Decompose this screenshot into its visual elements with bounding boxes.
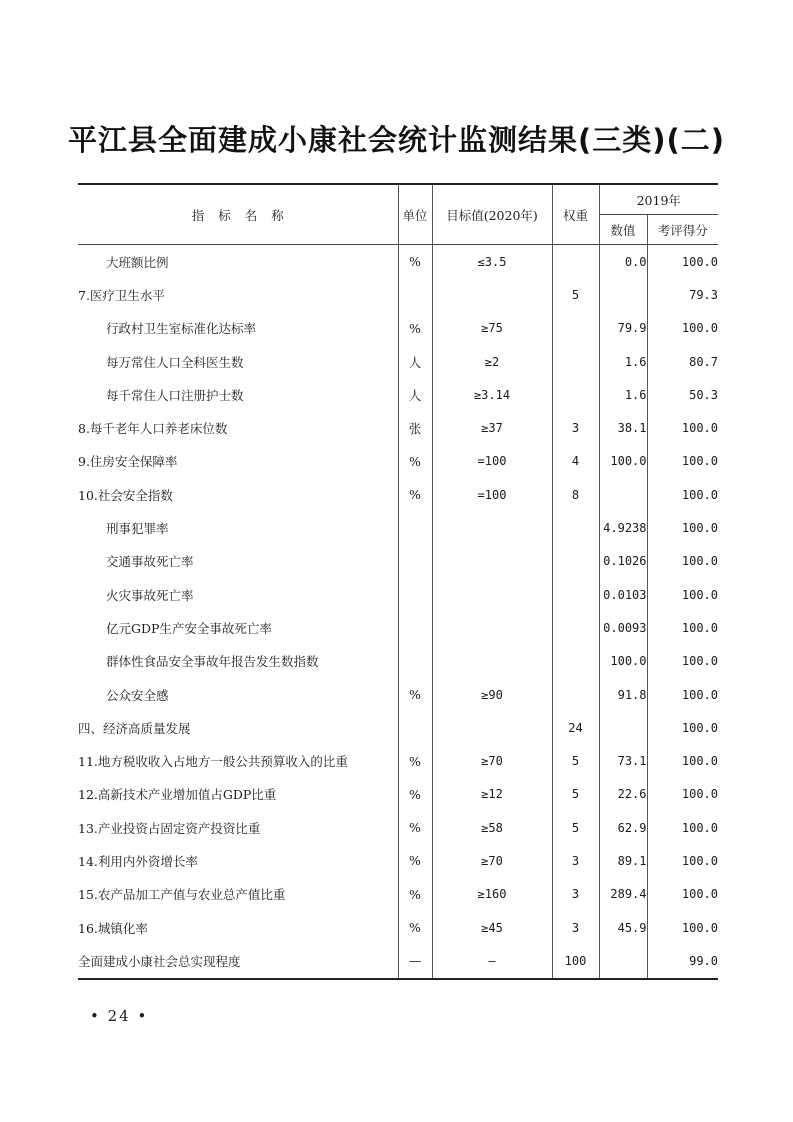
- value-cell: 289.4: [599, 878, 647, 911]
- value-cell: 38.1: [599, 411, 647, 444]
- table-row: [78, 378, 718, 411]
- value-cell: 0.0: [599, 245, 647, 279]
- header-year: 2019年: [599, 184, 718, 215]
- unit-cell: [398, 545, 432, 578]
- value-cell: 0.1026: [599, 545, 647, 578]
- header-weight: 权重: [552, 184, 599, 245]
- weight-cell: 100: [552, 944, 599, 978]
- value-cell: 45.9: [599, 911, 647, 944]
- header-indicator-name: 指标名称: [78, 184, 398, 245]
- score-cell: 100.0: [647, 478, 718, 511]
- header-target: 目标值(2020年): [432, 184, 552, 245]
- target-cell: ≥58: [432, 811, 552, 844]
- score-cell: 100.0: [647, 778, 718, 811]
- table-row: [78, 744, 718, 777]
- target-cell: [432, 645, 552, 678]
- indicator-name-cell: 公众安全感: [106, 687, 169, 703]
- table-header: [78, 184, 718, 245]
- unit-cell: %: [398, 445, 432, 478]
- value-cell: 1.6: [599, 345, 647, 378]
- unit-cell: [398, 511, 432, 544]
- indicator-name-cell: 亿元GDP生产安全事故死亡率: [106, 620, 272, 636]
- target-cell: ≥3.14: [432, 378, 552, 411]
- table-row: [78, 678, 718, 711]
- indicator-name-cell: 每万常住人口全科医生数: [106, 354, 244, 370]
- statistics-table: [78, 183, 718, 980]
- target-cell: ≥160: [432, 878, 552, 911]
- header-score: 考评得分: [647, 215, 718, 245]
- weight-cell: [552, 245, 599, 279]
- score-cell: 100.0: [647, 411, 718, 444]
- indicator-name-cell: 火灾事故死亡率: [106, 587, 194, 603]
- score-cell: 100.0: [647, 445, 718, 478]
- target-cell: —: [432, 944, 552, 978]
- table-row: [78, 478, 718, 511]
- value-cell: 100.0: [599, 645, 647, 678]
- target-cell: ≥45: [432, 911, 552, 944]
- value-cell: 22.6: [599, 778, 647, 811]
- unit-cell: —: [398, 944, 432, 978]
- score-cell: 100.0: [647, 245, 718, 279]
- indicator-name-cell: 大班额比例: [106, 254, 169, 270]
- header-unit: 单位: [398, 184, 432, 245]
- header-value: 数值: [599, 215, 647, 245]
- target-cell: [432, 578, 552, 611]
- value-cell: 91.8: [599, 678, 647, 711]
- unit-cell: [398, 611, 432, 644]
- unit-cell: %: [398, 878, 432, 911]
- weight-cell: 3: [552, 911, 599, 944]
- score-cell: 100.0: [647, 844, 718, 877]
- score-cell: 100.0: [647, 911, 718, 944]
- score-cell: 100.0: [647, 878, 718, 911]
- score-cell: 100.0: [647, 744, 718, 777]
- score-cell: 100.0: [647, 711, 718, 744]
- weight-cell: 4: [552, 445, 599, 478]
- weight-cell: [552, 678, 599, 711]
- weight-cell: [552, 345, 599, 378]
- value-cell: 0.0093: [599, 611, 647, 644]
- weight-cell: 5: [552, 778, 599, 811]
- indicator-name-cell: 群体性食品安全事故年报告发生数指数: [106, 654, 319, 670]
- target-cell: [432, 611, 552, 644]
- indicator-name-cell: 14.利用内外资增长率: [78, 853, 198, 869]
- target-cell: [432, 278, 552, 311]
- target-cell: =100: [432, 478, 552, 511]
- indicator-name-cell: 12.高新技术产业增加值占GDP比重: [78, 787, 277, 803]
- table-row: [78, 445, 718, 478]
- target-cell: ≥2: [432, 345, 552, 378]
- target-cell: [432, 545, 552, 578]
- target-cell: ≥70: [432, 844, 552, 877]
- score-cell: 100.0: [647, 645, 718, 678]
- unit-cell: %: [398, 778, 432, 811]
- indicator-name-cell: 8.每千老年人口养老床位数: [78, 421, 228, 437]
- weight-cell: 8: [552, 478, 599, 511]
- unit-cell: [398, 711, 432, 744]
- table-row: [78, 245, 718, 279]
- weight-cell: 24: [552, 711, 599, 744]
- score-cell: 99.0: [647, 944, 718, 978]
- value-cell: 4.9238: [599, 511, 647, 544]
- indicator-name-cell: 7.医疗卫生水平: [78, 287, 165, 303]
- unit-cell: %: [398, 811, 432, 844]
- table-row: [78, 645, 718, 678]
- target-cell: ≥37: [432, 411, 552, 444]
- score-cell: 100.0: [647, 511, 718, 544]
- unit-cell: [398, 278, 432, 311]
- unit-cell: %: [398, 478, 432, 511]
- table-row: [78, 312, 718, 345]
- indicator-name-cell: 9.住房安全保障率: [78, 454, 178, 470]
- page-title: 平江县全面建成小康社会统计监测结果(三类)(二): [67, 123, 726, 157]
- target-cell: ≥75: [432, 312, 552, 345]
- unit-cell: %: [398, 844, 432, 877]
- weight-cell: 3: [552, 844, 599, 877]
- weight-cell: [552, 545, 599, 578]
- table-body: [78, 245, 718, 979]
- indicator-name-cell: 四、经济高质量发展: [78, 720, 191, 736]
- value-cell: 100.0: [599, 445, 647, 478]
- indicator-name-cell: 10.社会安全指数: [78, 487, 173, 503]
- indicator-name-cell: 11.地方税收收入占地方一般公共预算收入的比重: [78, 754, 348, 770]
- indicator-name-cell: 刑事犯罪率: [106, 521, 169, 537]
- table-row: [78, 278, 718, 311]
- weight-cell: [552, 611, 599, 644]
- target-cell: ≥90: [432, 678, 552, 711]
- unit-cell: 人: [398, 345, 432, 378]
- table-row: [78, 944, 718, 978]
- weight-cell: 5: [552, 744, 599, 777]
- unit-cell: %: [398, 911, 432, 944]
- table-row: [78, 878, 718, 911]
- table-row: [78, 411, 718, 444]
- score-cell: 100.0: [647, 611, 718, 644]
- unit-cell: %: [398, 312, 432, 345]
- value-cell: 62.9: [599, 811, 647, 844]
- indicator-name-cell: 16.城镇化率: [78, 920, 148, 936]
- weight-cell: 5: [552, 811, 599, 844]
- target-cell: [432, 711, 552, 744]
- table-row: [78, 844, 718, 877]
- value-cell: 0.0103: [599, 578, 647, 611]
- score-cell: 100.0: [647, 545, 718, 578]
- indicator-name-cell: 全面建成小康社会总实现程度: [78, 944, 398, 978]
- value-cell: 73.1: [599, 744, 647, 777]
- score-cell: 100.0: [647, 312, 718, 345]
- weight-cell: [552, 645, 599, 678]
- unit-cell: 张: [398, 411, 432, 444]
- target-cell: ≤3.5: [432, 245, 552, 279]
- weight-cell: [552, 378, 599, 411]
- unit-cell: %: [398, 678, 432, 711]
- table-row: [78, 511, 718, 544]
- unit-cell: [398, 578, 432, 611]
- score-cell: 100.0: [647, 678, 718, 711]
- indicator-name-cell: 行政村卫生室标准化达标率: [106, 321, 257, 337]
- indicator-name-cell: 13.产业投资占固定资产投资比重: [78, 820, 261, 836]
- table-row: [78, 711, 718, 744]
- target-cell: =100: [432, 445, 552, 478]
- score-cell: 79.3: [647, 278, 718, 311]
- value-cell: 1.6: [599, 378, 647, 411]
- table-row: [78, 911, 718, 944]
- table-row: [78, 345, 718, 378]
- table-row: [78, 545, 718, 578]
- indicator-name-cell: 交通事故死亡率: [106, 554, 194, 570]
- weight-cell: 3: [552, 411, 599, 444]
- value-cell: [599, 711, 647, 744]
- unit-cell: 人: [398, 378, 432, 411]
- value-cell: 79.9: [599, 312, 647, 345]
- value-cell: [599, 278, 647, 311]
- value-cell: 89.1: [599, 844, 647, 877]
- indicator-name-cell: 15.农产品加工产值与农业总产值比重: [78, 887, 286, 903]
- target-cell: [432, 511, 552, 544]
- unit-cell: [398, 645, 432, 678]
- weight-cell: [552, 312, 599, 345]
- indicator-name-cell: 每千常住人口注册护士数: [106, 387, 244, 403]
- weight-cell: [552, 511, 599, 544]
- table-row: [78, 578, 718, 611]
- weight-cell: [552, 578, 599, 611]
- score-cell: 100.0: [647, 578, 718, 611]
- unit-cell: %: [398, 245, 432, 279]
- score-cell: 100.0: [647, 811, 718, 844]
- target-cell: ≥12: [432, 778, 552, 811]
- value-cell: [599, 944, 647, 978]
- value-cell: [599, 478, 647, 511]
- page-number: • 24 •: [90, 1007, 149, 1025]
- weight-cell: 3: [552, 878, 599, 911]
- score-cell: 80.7: [647, 345, 718, 378]
- table-row: [78, 811, 718, 844]
- score-cell: 50.3: [647, 378, 718, 411]
- target-cell: ≥70: [432, 744, 552, 777]
- table-row: [78, 611, 718, 644]
- weight-cell: 5: [552, 278, 599, 311]
- unit-cell: %: [398, 744, 432, 777]
- table-row: [78, 778, 718, 811]
